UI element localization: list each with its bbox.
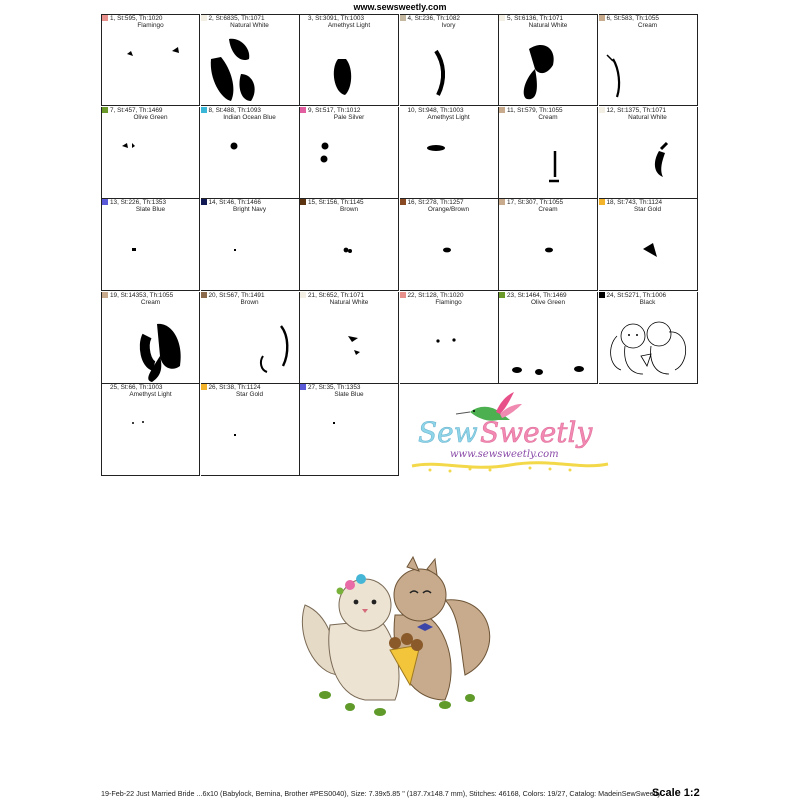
thread-name: Slate Blue (334, 391, 364, 398)
color-swatch (300, 384, 306, 390)
stitch-info: 17, St:307, Th:1055 (507, 199, 564, 206)
color-swatch (499, 15, 505, 21)
stitch-info: 13, St:226, Th:1353 (110, 199, 167, 206)
color-cell (201, 107, 300, 199)
thread-name: Brown (339, 206, 359, 213)
stitch-preview-icon (300, 29, 399, 107)
color-cell (400, 292, 499, 384)
design-preview (295, 555, 505, 725)
thread-name: Indian Ocean Blue (223, 113, 276, 121)
stitch-preview-icon (599, 213, 698, 291)
color-cell (300, 107, 399, 199)
stitch-preview-icon (201, 121, 300, 199)
color-swatch (102, 107, 108, 113)
stitch-info: 6, St:583, Th:1055 (606, 15, 659, 22)
stitch-info: 16, St:278, Th:1257 (407, 199, 464, 206)
stitch-info: 2, St:6835, Th:1071 (208, 15, 265, 22)
stitch-preview-icon (102, 121, 201, 199)
thread-name: Cream (538, 113, 558, 121)
color-swatch (102, 199, 108, 205)
stitch-preview-icon (499, 306, 598, 384)
stitch-info: 3, St:3091, Th:1003 (308, 15, 365, 22)
color-swatch (499, 199, 505, 205)
scale-label: Scale 1:2 (652, 787, 700, 799)
color-cell (201, 14, 300, 106)
thread-name: Cream (140, 298, 161, 306)
sew-sweetly-logo (410, 390, 610, 475)
site-url[interactable]: www.sewsweetly.com (353, 2, 447, 12)
stitch-info: 7, St:457, Th:1469 (110, 106, 163, 114)
thread-name: Brown (240, 298, 259, 306)
stitch-preview-icon (300, 306, 399, 384)
color-cell (201, 384, 300, 476)
thread-name: Natural White (528, 22, 568, 29)
thread-name: Orange/Brown (427, 206, 470, 213)
design-info: 19-Feb-22 Just Married Bride ...6x10 (Babylock, Bernina, Brother #PES0040), Size: 7.39x5.85 " (187.7x148.7 mm), Stitches: 46168, Colors: 19/27, Catalog: MadeinSewSweetly (101, 789, 661, 798)
thread-name: Amethyst Light (129, 391, 172, 398)
color-swatch (599, 199, 605, 205)
color-swatch (599, 292, 605, 298)
color-swatch (102, 384, 108, 390)
color-swatch (400, 107, 406, 113)
color-cell (101, 199, 200, 291)
stitch-info: 19, St:14353, Th:1055 (110, 291, 174, 299)
thread-name: Cream (538, 206, 558, 213)
color-swatch (201, 107, 207, 113)
stitch-info: 26, St:38, Th:1124 (208, 384, 261, 391)
stitch-preview-icon (499, 213, 598, 291)
stitch-info: 20, St:567, Th:1491 (208, 291, 265, 299)
stitch-info: 22, St:128, Th:1020 (407, 291, 464, 299)
color-cell (499, 107, 598, 199)
color-cell (101, 292, 200, 384)
stitch-info: 18, St:743, Th:1124 (606, 199, 663, 206)
color-swatch (102, 15, 108, 21)
thread-name: Ivory (441, 22, 456, 29)
stitch-info: 8, St:488, Th:1093 (208, 106, 261, 114)
color-cell (400, 107, 499, 199)
color-swatch (201, 384, 207, 390)
color-swatch (201, 199, 207, 205)
thread-name: Amethyst Light (427, 113, 470, 121)
logo-url: www.sewsweetly.com (450, 449, 559, 460)
stitch-info: 23, St:1464, Th:1469 (507, 291, 567, 299)
stitch-info: 25, St:66, Th:1003 (110, 384, 163, 391)
stitch-preview-icon (400, 29, 499, 107)
color-cell (201, 199, 300, 291)
thread-name: Natural White (628, 113, 667, 121)
stitch-preview-icon (102, 398, 201, 476)
color-swatch (599, 15, 605, 21)
stitch-info: 21, St:652, Th:1071 (308, 291, 365, 299)
color-cell (599, 292, 698, 384)
color-cell (400, 14, 499, 106)
stitch-preview-icon (102, 213, 201, 291)
thread-name: Pale Silver (333, 113, 365, 121)
color-swatch (201, 292, 207, 298)
thread-name: Black (639, 298, 656, 306)
stitch-info: 4, St:236, Th:1082 (407, 15, 460, 22)
stitch-preview-icon (201, 306, 300, 384)
color-cell (101, 14, 200, 106)
color-cell (599, 199, 698, 291)
thread-name: Star Gold (634, 206, 661, 213)
svg-text:Sew: Sew (418, 416, 478, 449)
color-swatch (201, 15, 207, 21)
thread-name: Cream (637, 22, 658, 29)
color-cell (599, 14, 698, 106)
stitch-preview-icon (300, 398, 399, 476)
stitch-info: 27, St:35, Th:1353 (308, 384, 361, 391)
color-cell (300, 199, 399, 291)
stitch-preview-icon (599, 306, 698, 384)
stitch-info: 5, St:6136, Th:1071 (507, 15, 564, 22)
stitch-preview-icon (300, 213, 399, 291)
color-cell (101, 384, 200, 476)
color-swatch (400, 199, 406, 205)
stitch-preview-icon (400, 121, 499, 199)
stitch-preview-icon (499, 121, 598, 199)
color-cell (101, 107, 200, 199)
color-cell (499, 14, 598, 106)
color-swatch (400, 15, 406, 21)
color-cell (599, 107, 698, 199)
stitch-preview-icon (201, 29, 300, 107)
thread-name: Bright Navy (232, 206, 267, 213)
stitch-preview-icon (201, 398, 300, 476)
color-cell (201, 292, 300, 384)
thread-name: Olive Green (133, 113, 168, 121)
color-cell (499, 292, 598, 384)
thread-name: Olive Green (530, 298, 566, 306)
stitch-preview-icon (400, 213, 499, 291)
stitch-info: 12, St:1375, Th:1071 (606, 106, 667, 114)
stitch-info: 15, St:156, Th:1145 (308, 199, 364, 206)
left-squirrel (302, 574, 399, 700)
stitch-info: 10, St:948, Th:1003 (407, 106, 464, 114)
stitch-info: 1, St:595, Th:1020 (110, 15, 163, 22)
color-swatch (300, 15, 306, 21)
thread-name: Amethyst Light (327, 22, 371, 29)
stitch-preview-icon (201, 213, 300, 291)
stitch-preview-icon (102, 29, 201, 107)
color-swatch (499, 292, 505, 298)
color-cell (400, 199, 499, 291)
stitch-info: 24, St:5271, Th:1006 (606, 291, 667, 299)
thread-name: Flamingo (137, 22, 164, 29)
color-swatch (499, 107, 505, 113)
stitch-info: 11, St:579, Th:1055 (507, 106, 563, 114)
thread-name: Flamingo (435, 298, 462, 306)
color-swatch (300, 292, 306, 298)
stitch-preview-icon (300, 121, 399, 199)
stitch-preview-icon (599, 121, 698, 199)
stitch-preview-icon (400, 306, 499, 384)
color-swatch (599, 107, 605, 113)
stitch-info: 9, St:517, Th:1012 (308, 106, 361, 114)
stitch-preview-icon (599, 29, 698, 107)
color-swatch (300, 199, 306, 205)
color-swatch (400, 292, 406, 298)
color-cell (300, 292, 399, 384)
color-cell (300, 384, 399, 476)
color-swatch (102, 292, 108, 298)
thread-name: Natural White (329, 298, 369, 306)
stitch-preview-icon (102, 306, 201, 384)
stitch-preview-icon (499, 29, 598, 107)
thread-name: Natural White (230, 22, 269, 29)
color-swatch (300, 107, 306, 113)
stitch-info: 14, St:46, Th:1466 (208, 199, 261, 206)
thread-name: Star Gold (236, 391, 263, 398)
color-cell (499, 199, 598, 291)
thread-name: Slate Blue (135, 206, 166, 213)
color-cell (300, 14, 399, 106)
svg-text:Sweetly: Sweetly (480, 416, 593, 449)
